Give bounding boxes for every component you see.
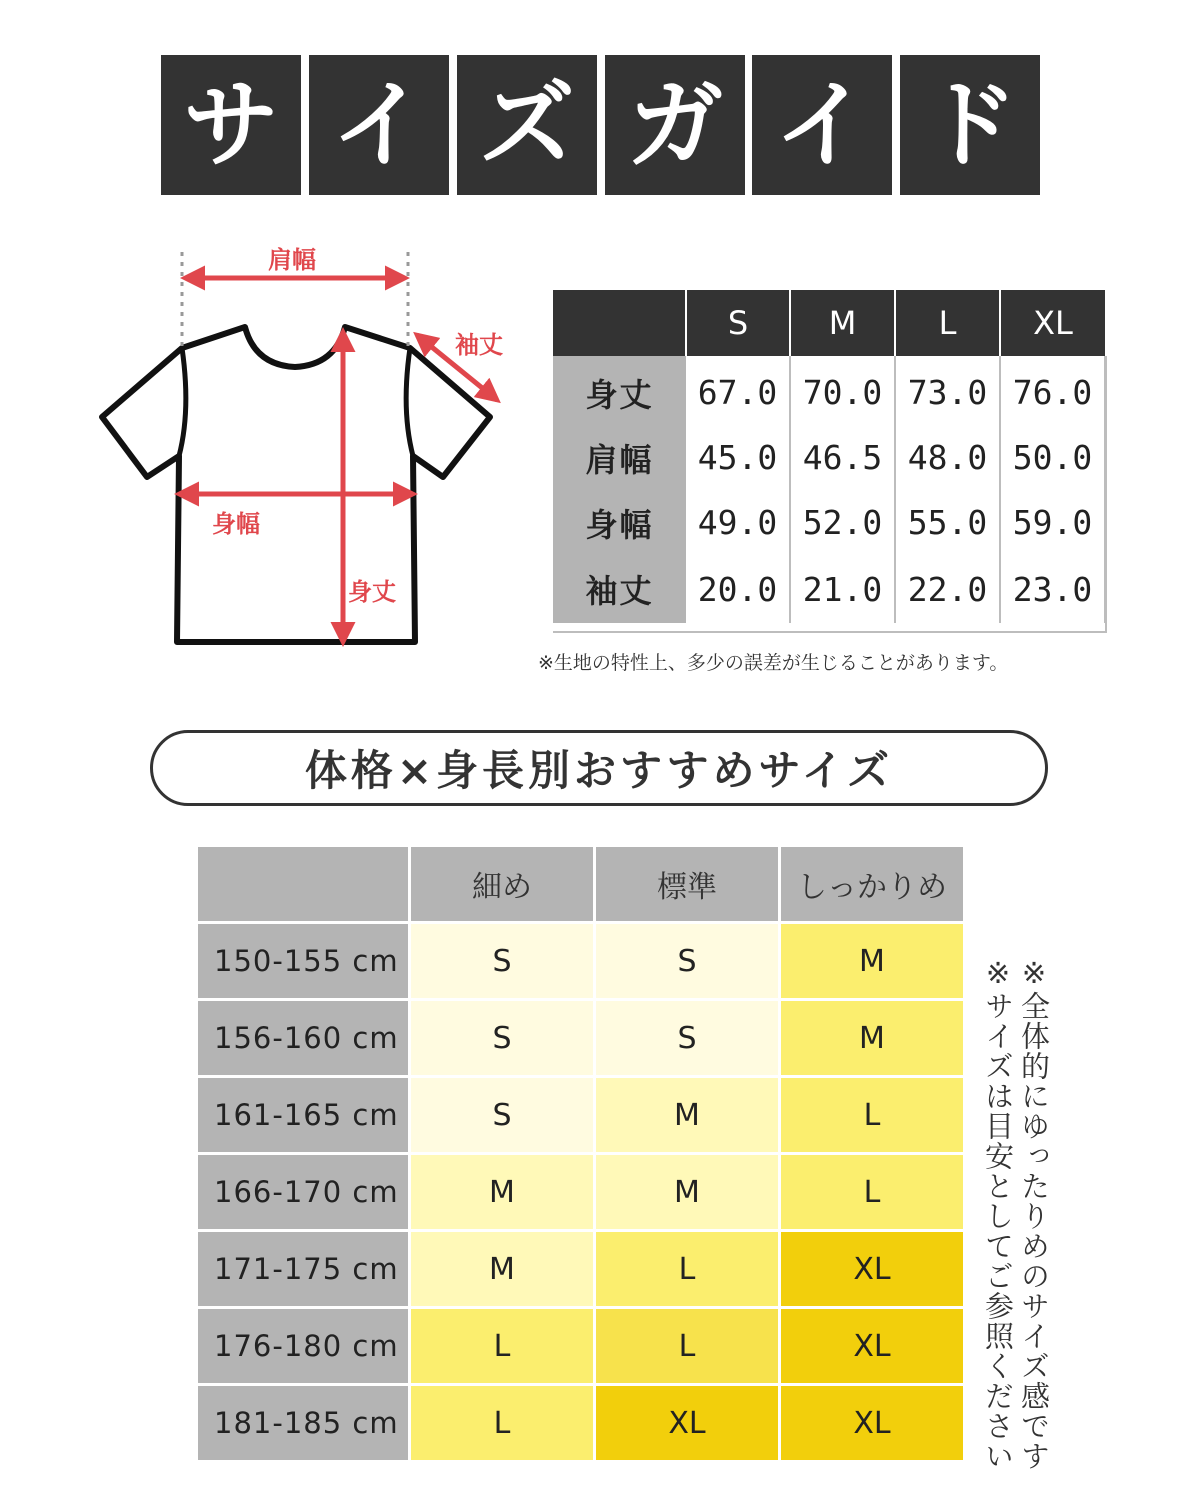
width-label: 身幅 bbox=[212, 510, 260, 538]
height-label: 156-160 cm bbox=[198, 1001, 408, 1075]
size-table bbox=[553, 290, 1106, 623]
table-cell: 23.0 bbox=[1000, 555, 1105, 623]
fit-note: ※全体的にゆったりめのサイズ感です ※サイズは目安としてご参照ください bbox=[981, 956, 1051, 1471]
row-label: 肩幅 bbox=[553, 425, 686, 490]
size-cell: L bbox=[781, 1155, 963, 1229]
recommend-heading: 体格×身長別おすすめサイズ bbox=[150, 730, 1048, 806]
row-label: 袖丈 bbox=[553, 555, 686, 623]
table-cell: 49.0 bbox=[686, 490, 790, 555]
table-cell: 73.0 bbox=[895, 356, 1000, 425]
table-row bbox=[198, 1386, 963, 1460]
tshirt-diagram-icon bbox=[95, 240, 515, 660]
height-label: 176-180 cm bbox=[198, 1309, 408, 1383]
table-cell: 70.0 bbox=[790, 356, 895, 425]
height-label: 166-170 cm bbox=[198, 1155, 408, 1229]
table-cell: 67.0 bbox=[686, 356, 790, 425]
size-cell: XL bbox=[781, 1309, 963, 1383]
size-cell: M bbox=[411, 1155, 593, 1229]
row-label: 身幅 bbox=[553, 490, 686, 555]
height-label: 161-165 cm bbox=[198, 1078, 408, 1152]
table-cell: 76.0 bbox=[1000, 356, 1105, 425]
size-header: XL bbox=[1000, 290, 1105, 356]
length-label: 身丈 bbox=[348, 578, 396, 606]
recommend-table bbox=[195, 844, 966, 1463]
size-cell: M bbox=[411, 1232, 593, 1306]
size-cell: S bbox=[596, 924, 778, 998]
table-row bbox=[198, 1078, 963, 1152]
table-cell: 22.0 bbox=[895, 555, 1000, 623]
table-cell: 48.0 bbox=[895, 425, 1000, 490]
size-header: L bbox=[895, 290, 1000, 356]
size-cell: S bbox=[411, 924, 593, 998]
height-label: 181-185 cm bbox=[198, 1386, 408, 1460]
size-header: M bbox=[790, 290, 895, 356]
size-cell: L bbox=[596, 1309, 778, 1383]
size-cell: M bbox=[596, 1155, 778, 1229]
table-cell: 21.0 bbox=[790, 555, 895, 623]
table-row bbox=[198, 1232, 963, 1306]
size-cell: M bbox=[781, 1001, 963, 1075]
table-corner bbox=[553, 290, 686, 356]
size-header: S bbox=[686, 290, 790, 356]
table-row bbox=[553, 555, 1105, 623]
column-header: 標準 bbox=[596, 847, 778, 921]
table-cell: 59.0 bbox=[1000, 490, 1105, 555]
size-cell: S bbox=[411, 1078, 593, 1152]
size-cell: S bbox=[411, 1001, 593, 1075]
table-cell: 50.0 bbox=[1000, 425, 1105, 490]
table-cell: 45.0 bbox=[686, 425, 790, 490]
table-row bbox=[553, 356, 1105, 425]
height-label: 171-175 cm bbox=[198, 1232, 408, 1306]
shoulder-label: 肩幅 bbox=[268, 246, 316, 274]
size-cell: XL bbox=[781, 1232, 963, 1306]
title-char: イ bbox=[752, 55, 892, 195]
size-cell: L bbox=[596, 1232, 778, 1306]
size-cell: XL bbox=[596, 1386, 778, 1460]
size-note: ※生地の特性上、多少の誤差が生じることがあります。 bbox=[538, 652, 1009, 674]
table-cell: 20.0 bbox=[686, 555, 790, 623]
title-char: ガ bbox=[605, 55, 745, 195]
table-row bbox=[198, 1001, 963, 1075]
table-row bbox=[553, 490, 1105, 555]
size-cell: XL bbox=[781, 1386, 963, 1460]
size-cell: L bbox=[411, 1386, 593, 1460]
table-bottom-border bbox=[553, 631, 1107, 633]
size-cell: M bbox=[781, 924, 963, 998]
title-char: サ bbox=[161, 55, 301, 195]
sleeve-label: 袖丈 bbox=[455, 331, 503, 359]
title-char: ド bbox=[900, 55, 1040, 195]
table-corner bbox=[198, 847, 408, 921]
table-row bbox=[553, 425, 1105, 490]
table-row bbox=[198, 924, 963, 998]
row-label: 身丈 bbox=[553, 356, 686, 425]
title-char: ズ bbox=[457, 55, 597, 195]
size-cell: L bbox=[411, 1309, 593, 1383]
table-cell: 55.0 bbox=[895, 490, 1000, 555]
column-header: 細め bbox=[411, 847, 593, 921]
column-header: しっかりめ bbox=[781, 847, 963, 921]
table-row bbox=[198, 1309, 963, 1383]
title-char: イ bbox=[309, 55, 449, 195]
table-right-border bbox=[1105, 356, 1107, 633]
table-row bbox=[198, 1155, 963, 1229]
table-cell: 52.0 bbox=[790, 490, 895, 555]
size-cell: M bbox=[596, 1078, 778, 1152]
table-cell: 46.5 bbox=[790, 425, 895, 490]
height-label: 150-155 cm bbox=[198, 924, 408, 998]
size-cell: L bbox=[781, 1078, 963, 1152]
size-cell: S bbox=[596, 1001, 778, 1075]
